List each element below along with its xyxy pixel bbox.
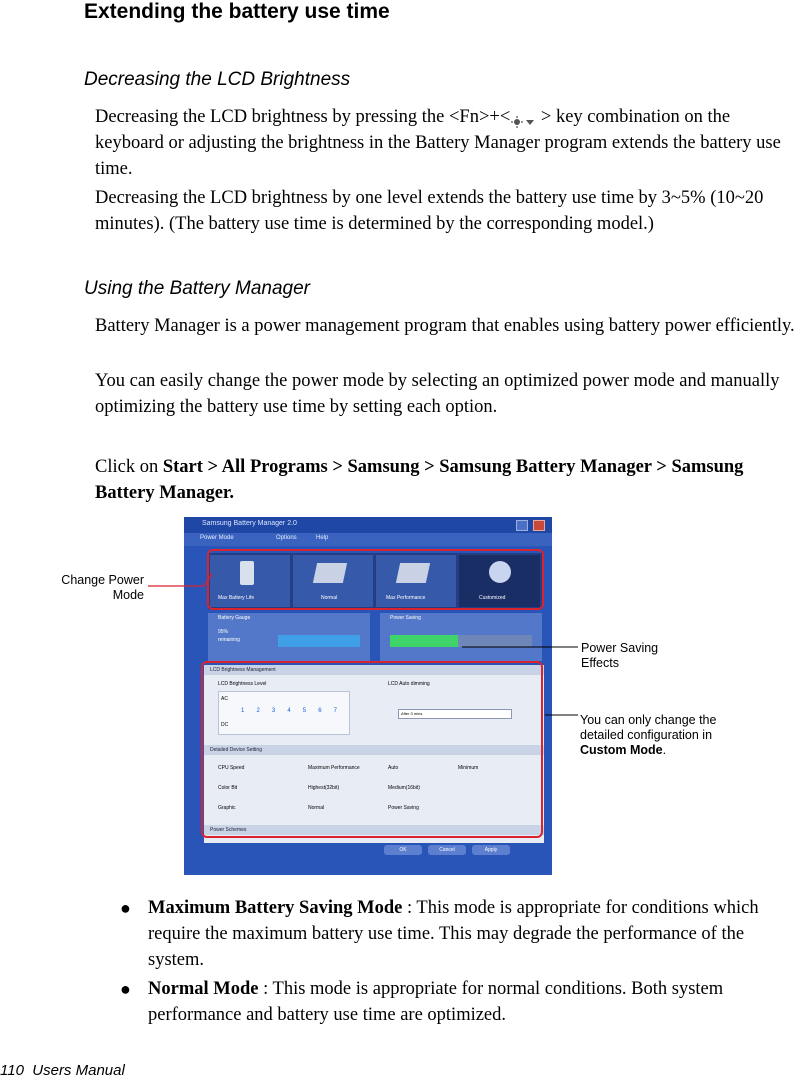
cpu-opt-max[interactable]: Maximum Performance xyxy=(308,765,360,771)
apply-button[interactable]: Apply xyxy=(472,845,510,855)
settings-panel: LCD Brightness Management LCD Brightness Level LCD Auto dimming AC DC 1 2 3 4 5 6 7 After 3 mins Detailed Device Setting CPU Speed Maximum Performance Auto Minimum Color Bit Highest(32bit) Medium(16bit) Graphic Normal Power Saving Power Schemes xyxy=(204,665,544,843)
menu-path: Start > All Programs > Samsung > Samsung Battery Manager > Samsung Battery Manager. xyxy=(95,457,744,503)
cpu-opt-min[interactable]: Minimum xyxy=(458,765,479,771)
manager-click-instruction: Click on Start > All Programs > Samsung > Samsung Battery Manager > Samsung Battery Manager. xyxy=(95,457,744,503)
lcd-section-header: LCD Brightness Management xyxy=(204,665,544,675)
graphic-label: Graphic xyxy=(218,805,236,811)
menu-power-mode[interactable]: Power Mode xyxy=(200,535,234,541)
graphic-opt-normal[interactable]: Normal xyxy=(308,805,325,811)
manual-title: Users Manual xyxy=(32,1062,125,1079)
mode-normal[interactable]: Normal xyxy=(293,555,373,607)
color-opt-high[interactable]: Highest(32bit) xyxy=(308,785,340,791)
callout-custom-mode: You can only change the detailed configuration in Custom Mode. xyxy=(580,713,717,757)
auto-dim-select[interactable]: After 3 mins xyxy=(398,709,512,719)
section-title-battery-manager: Using the Battery Manager xyxy=(84,278,311,299)
cpu-speed-label: CPU Speed xyxy=(218,765,245,771)
callout-power-saving-effects: Power Saving Effects xyxy=(581,641,659,670)
page-heading: Extending the battery use time xyxy=(84,0,390,23)
mode-max-battery-life[interactable]: Max Battery Life xyxy=(210,555,290,607)
menu-help[interactable]: Help xyxy=(316,535,329,541)
page-number: 110 xyxy=(0,1062,24,1079)
bullet-max-battery: ● Maximum Battery Saving Mode : This mode is appropriate for conditions which require the maximum battery use time. This may degrade the performance of the system. xyxy=(120,895,803,975)
lcd-paragraph-2: Decreasing the LCD brightness by one level extends the battery use time by 3~5% (10~20 minutes). (The battery use time is determined by the corresponding model.) xyxy=(95,188,764,234)
cancel-button[interactable]: Cancel xyxy=(428,845,466,855)
device-section-header: Detailed Device Setting xyxy=(204,745,544,755)
lcd-paragraph-1: Decreasing the LCD brightness by pressing the <Fn>+< > key combination on the keyboard or adjusting the brightness in the Battery Manager program extends the battery use time. xyxy=(95,107,781,179)
bullet-dot-icon: ● xyxy=(120,898,131,918)
window-title: Samsung Battery Manager 2.0 xyxy=(202,520,297,527)
mode-highlight-box xyxy=(208,550,543,609)
manager-paragraph-2: You can easily change the power mode by selecting an optimized power mode and manually optimizing the battery use time by setting each option. xyxy=(95,371,780,417)
power-saving-panel: Power Saving xyxy=(380,613,542,661)
cpu-opt-auto[interactable]: Auto xyxy=(388,765,399,771)
power-schemes-header[interactable]: Power Schemes xyxy=(204,825,544,835)
section-title-lcd: Decreasing the LCD Brightness xyxy=(84,69,351,90)
graphic-opt-powersave[interactable]: Power Saving xyxy=(388,805,419,811)
custom-highlight-box xyxy=(202,662,542,837)
manager-paragraph-1: Battery Manager is a power management program that enables using battery power efficiently. xyxy=(95,316,795,336)
ok-button[interactable]: OK xyxy=(384,845,422,855)
callout-change-power-mode: Change Power Mode xyxy=(61,573,144,602)
bullet-dot-icon: ● xyxy=(120,979,131,999)
lcd-level-box: AC DC 1 2 3 4 5 6 7 xyxy=(218,691,350,735)
brightness-levels: 1 2 3 4 5 6 7 xyxy=(241,708,337,714)
battery-gauge-panel: Battery Gauge 95% remaining xyxy=(208,613,370,661)
color-bit-label: Color Bit xyxy=(218,785,238,791)
mode-customized[interactable]: Customized xyxy=(459,555,540,607)
color-opt-medium[interactable]: Medium(16bit) xyxy=(388,785,420,791)
page-footer xyxy=(0,1062,125,1079)
change-mode-leader xyxy=(148,574,212,586)
bullet-normal: ● Normal Mode : This mode is appropriate for normal conditions. Both system performance and battery use time are optimized. xyxy=(120,976,803,1030)
mode-max-performance[interactable]: Max Performance xyxy=(376,555,456,607)
menu-options[interactable]: Options xyxy=(276,535,297,541)
